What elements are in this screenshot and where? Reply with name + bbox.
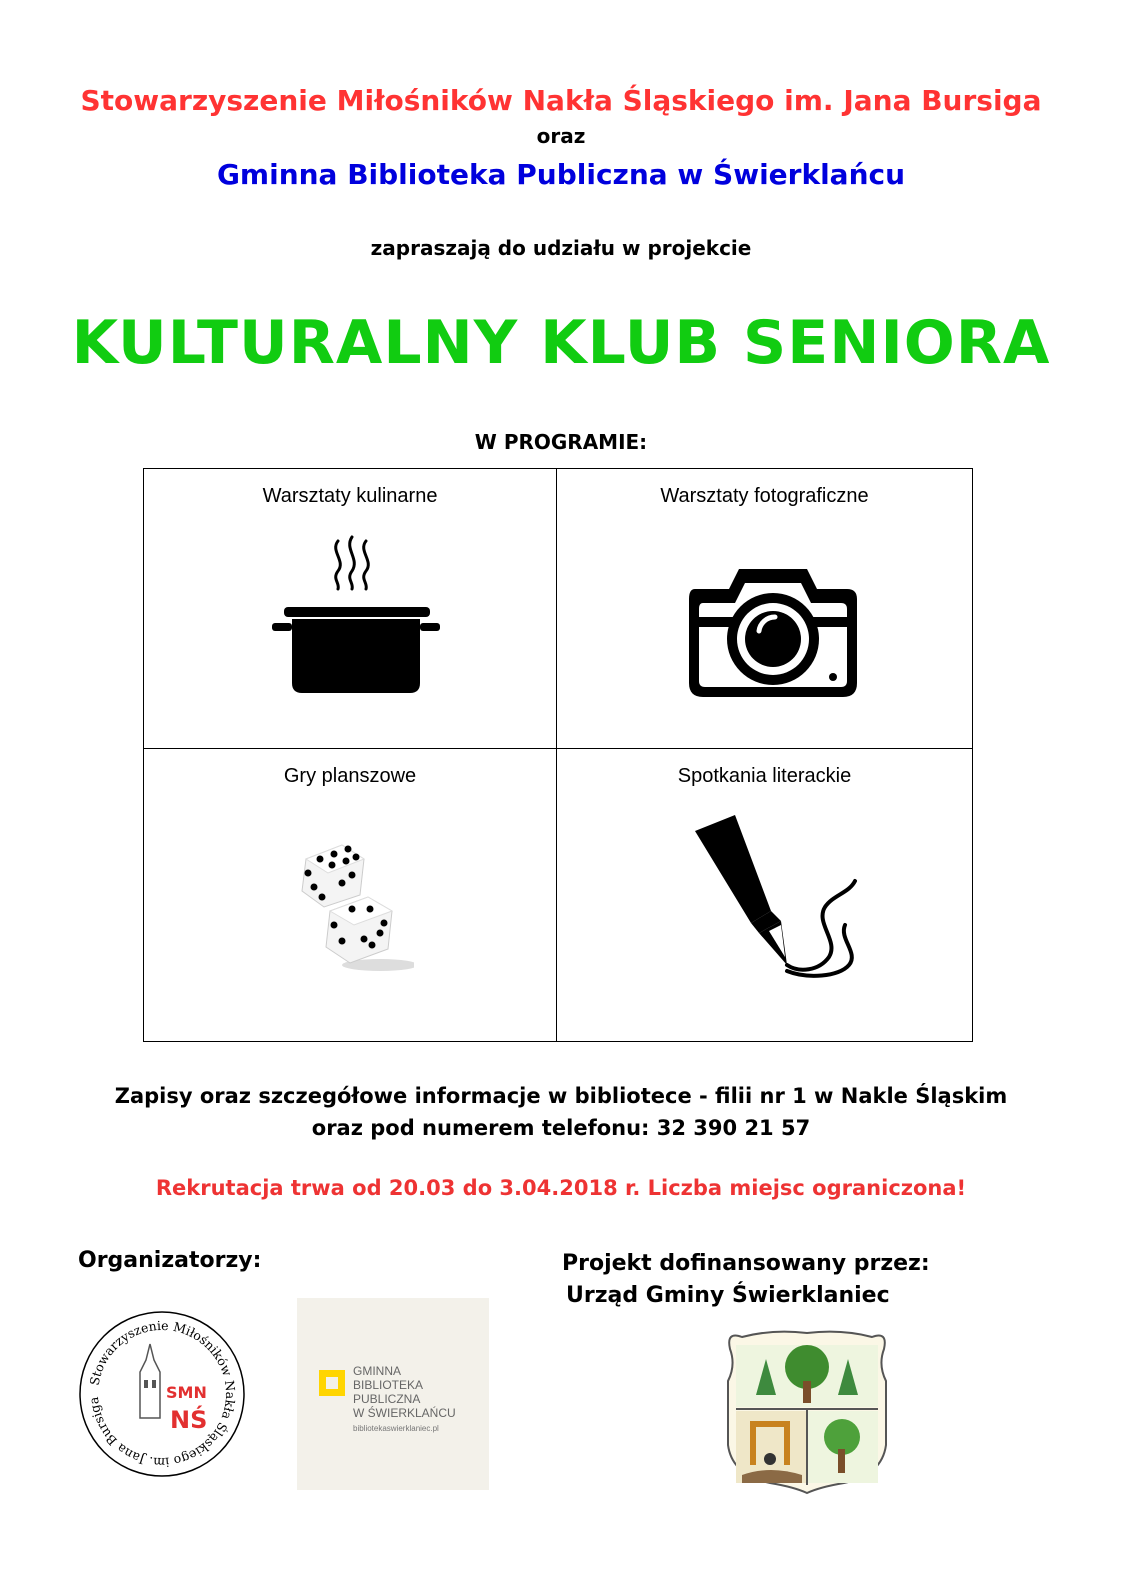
program-item-label: Gry planszowe [283,765,417,787]
signup-info-line2: oraz pod numerem telefonu: 32 390 21 57 [311,1116,811,1140]
invitation-text: zapraszają do udziału w projekcie [370,236,752,260]
library-logo-square-icon [319,1370,345,1396]
organizers-label: Organizatorzy: [78,1248,262,1273]
dice-icon [294,837,414,977]
signup-info-line1: Zapisy oraz szczegółowe informacje w bibliotece - filii nr 1 w Nakle Śląskim [114,1084,1008,1108]
program-grid [143,468,973,1042]
library-logo-line2: BIBLIOTEKA PUBLICZNA [353,1378,423,1406]
library-logo [297,1298,489,1490]
funder-name: Urząd Gminy Świerklaniec [566,1283,890,1308]
recruitment-notice: Rekrutacja trwa od 20.03 do 3.04.2018 r. Liczba miejsc ograniczona! [155,1176,967,1200]
organizer-2: Gminna Biblioteka Publiczna w Świerklańcu [216,158,906,191]
association-logo [78,1310,246,1478]
fountain-pen-icon [689,813,864,993]
program-item-photography [557,469,972,749]
funded-label: Projekt dofinansowany przez: [562,1251,930,1276]
organizer-1: Stowarzyszenie Miłośników Nakła Śląskiego im. Jana Bursiga [80,84,1042,117]
program-item-label: Warsztaty fotograficzne [660,485,869,507]
program-item-literary-meetings [557,749,972,1041]
association-logo-ring-text: Stowarzyszenie Miłośników Nakła Śląskiego im. Jana Bursiga [85,1317,239,1471]
funding-section [562,1248,930,1312]
library-logo-line3: W ŚWIERKLAŃCU [353,1406,456,1420]
program-item-board-games [144,749,557,1041]
program-item-label: Warsztaty kulinarne [262,485,438,507]
program-item-label: Spotkania literackie [677,765,852,787]
library-logo-url: bibliotekaswierklaniec.pl [353,1424,439,1433]
program-heading: W PROGRAMIE: [474,430,648,454]
commune-crest-icon [722,1325,892,1495]
conjunction: oraz [536,124,586,148]
association-logo-monogram-bottom: NŚ [170,1406,208,1434]
library-logo-text [353,1364,489,1436]
camera-icon [685,559,861,703]
page-title: KULTURALNY KLUB SENIORA [71,308,1051,378]
association-logo-monogram-top: SMN [166,1383,207,1402]
library-logo-line1: GMINNA [353,1364,401,1378]
cooking-pot-icon [270,531,440,696]
program-item-cooking [144,469,557,749]
